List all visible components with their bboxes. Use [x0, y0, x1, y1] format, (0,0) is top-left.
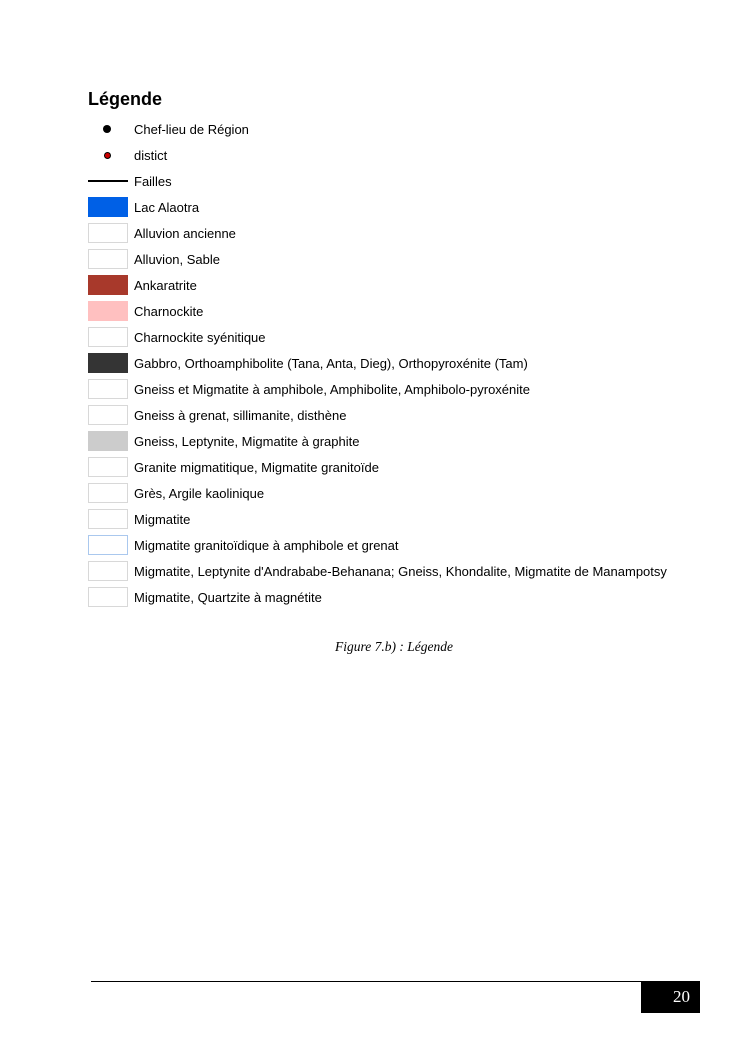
legend-item-label: Granite migmatitique, Migmatite granitoïde — [134, 460, 379, 475]
color-swatch — [88, 327, 128, 347]
legend-item-label: Migmatite — [134, 512, 191, 527]
color-swatch — [88, 379, 128, 399]
legend-item-label: Gabbro, Orthoamphibolite (Tana, Anta, Dieg), Orthopyroxénite (Tam) — [134, 356, 528, 371]
color-swatch — [88, 275, 128, 295]
color-swatch — [88, 561, 128, 581]
dot-icon — [104, 152, 111, 159]
page-number: 20 — [641, 981, 700, 1013]
legend-item-label: Migmatite, Quartzite à magnétite — [134, 590, 322, 605]
legend-title: Légende — [88, 89, 163, 109]
legend-item-label: Migmatite granitoïdique à amphibole et grenat — [134, 538, 399, 553]
color-swatch — [88, 483, 128, 503]
legend-item-label: Gneiss, Leptynite, Migmatite à graphite — [134, 434, 360, 449]
legend-item-label: Failles — [134, 174, 172, 189]
legend-item-label: Ankaratrite — [134, 278, 197, 293]
legend-item-label: distict — [134, 148, 168, 163]
legend-item-label: Gneiss à grenat, sillimanite, disthène — [134, 408, 347, 423]
legend-item-label: Lac Alaotra — [134, 200, 200, 215]
line-symbol-icon — [88, 171, 128, 191]
legend-item-label: Gneiss et Migmatite à amphibole, Amphibolite, Amphibolo-pyroxénite — [134, 382, 530, 397]
legend-item-label: Charnockite — [134, 304, 204, 319]
legend-item-label: Alluvion ancienne — [134, 226, 236, 241]
color-swatch — [88, 353, 128, 373]
point-symbol-icon — [88, 145, 128, 165]
color-swatch — [88, 587, 128, 607]
legend-item-label: Grès, Argile kaolinique — [134, 486, 265, 501]
point-symbol-icon — [88, 119, 128, 139]
fault-line-icon — [88, 180, 128, 182]
color-swatch — [88, 535, 128, 555]
color-swatch — [88, 249, 128, 269]
color-swatch — [88, 457, 128, 477]
color-swatch — [88, 301, 128, 321]
color-swatch — [88, 431, 128, 451]
figure-caption: Figure 7.b) : Légende — [335, 639, 453, 654]
dot-icon — [103, 125, 111, 133]
color-swatch — [88, 509, 128, 529]
legend-item-label: Chef-lieu de Région — [134, 122, 249, 137]
footer-rule — [91, 981, 641, 982]
color-swatch — [88, 405, 128, 425]
color-swatch — [88, 197, 128, 217]
legend-item-label: Charnockite syénitique — [134, 330, 266, 345]
legend-item-label: Migmatite, Leptynite d'Andrababe-Behanana; Gneiss, Khondalite, Migmatite de Manampotsy — [134, 564, 667, 579]
color-swatch — [88, 223, 128, 243]
legend-item-label: Alluvion, Sable — [134, 252, 220, 267]
